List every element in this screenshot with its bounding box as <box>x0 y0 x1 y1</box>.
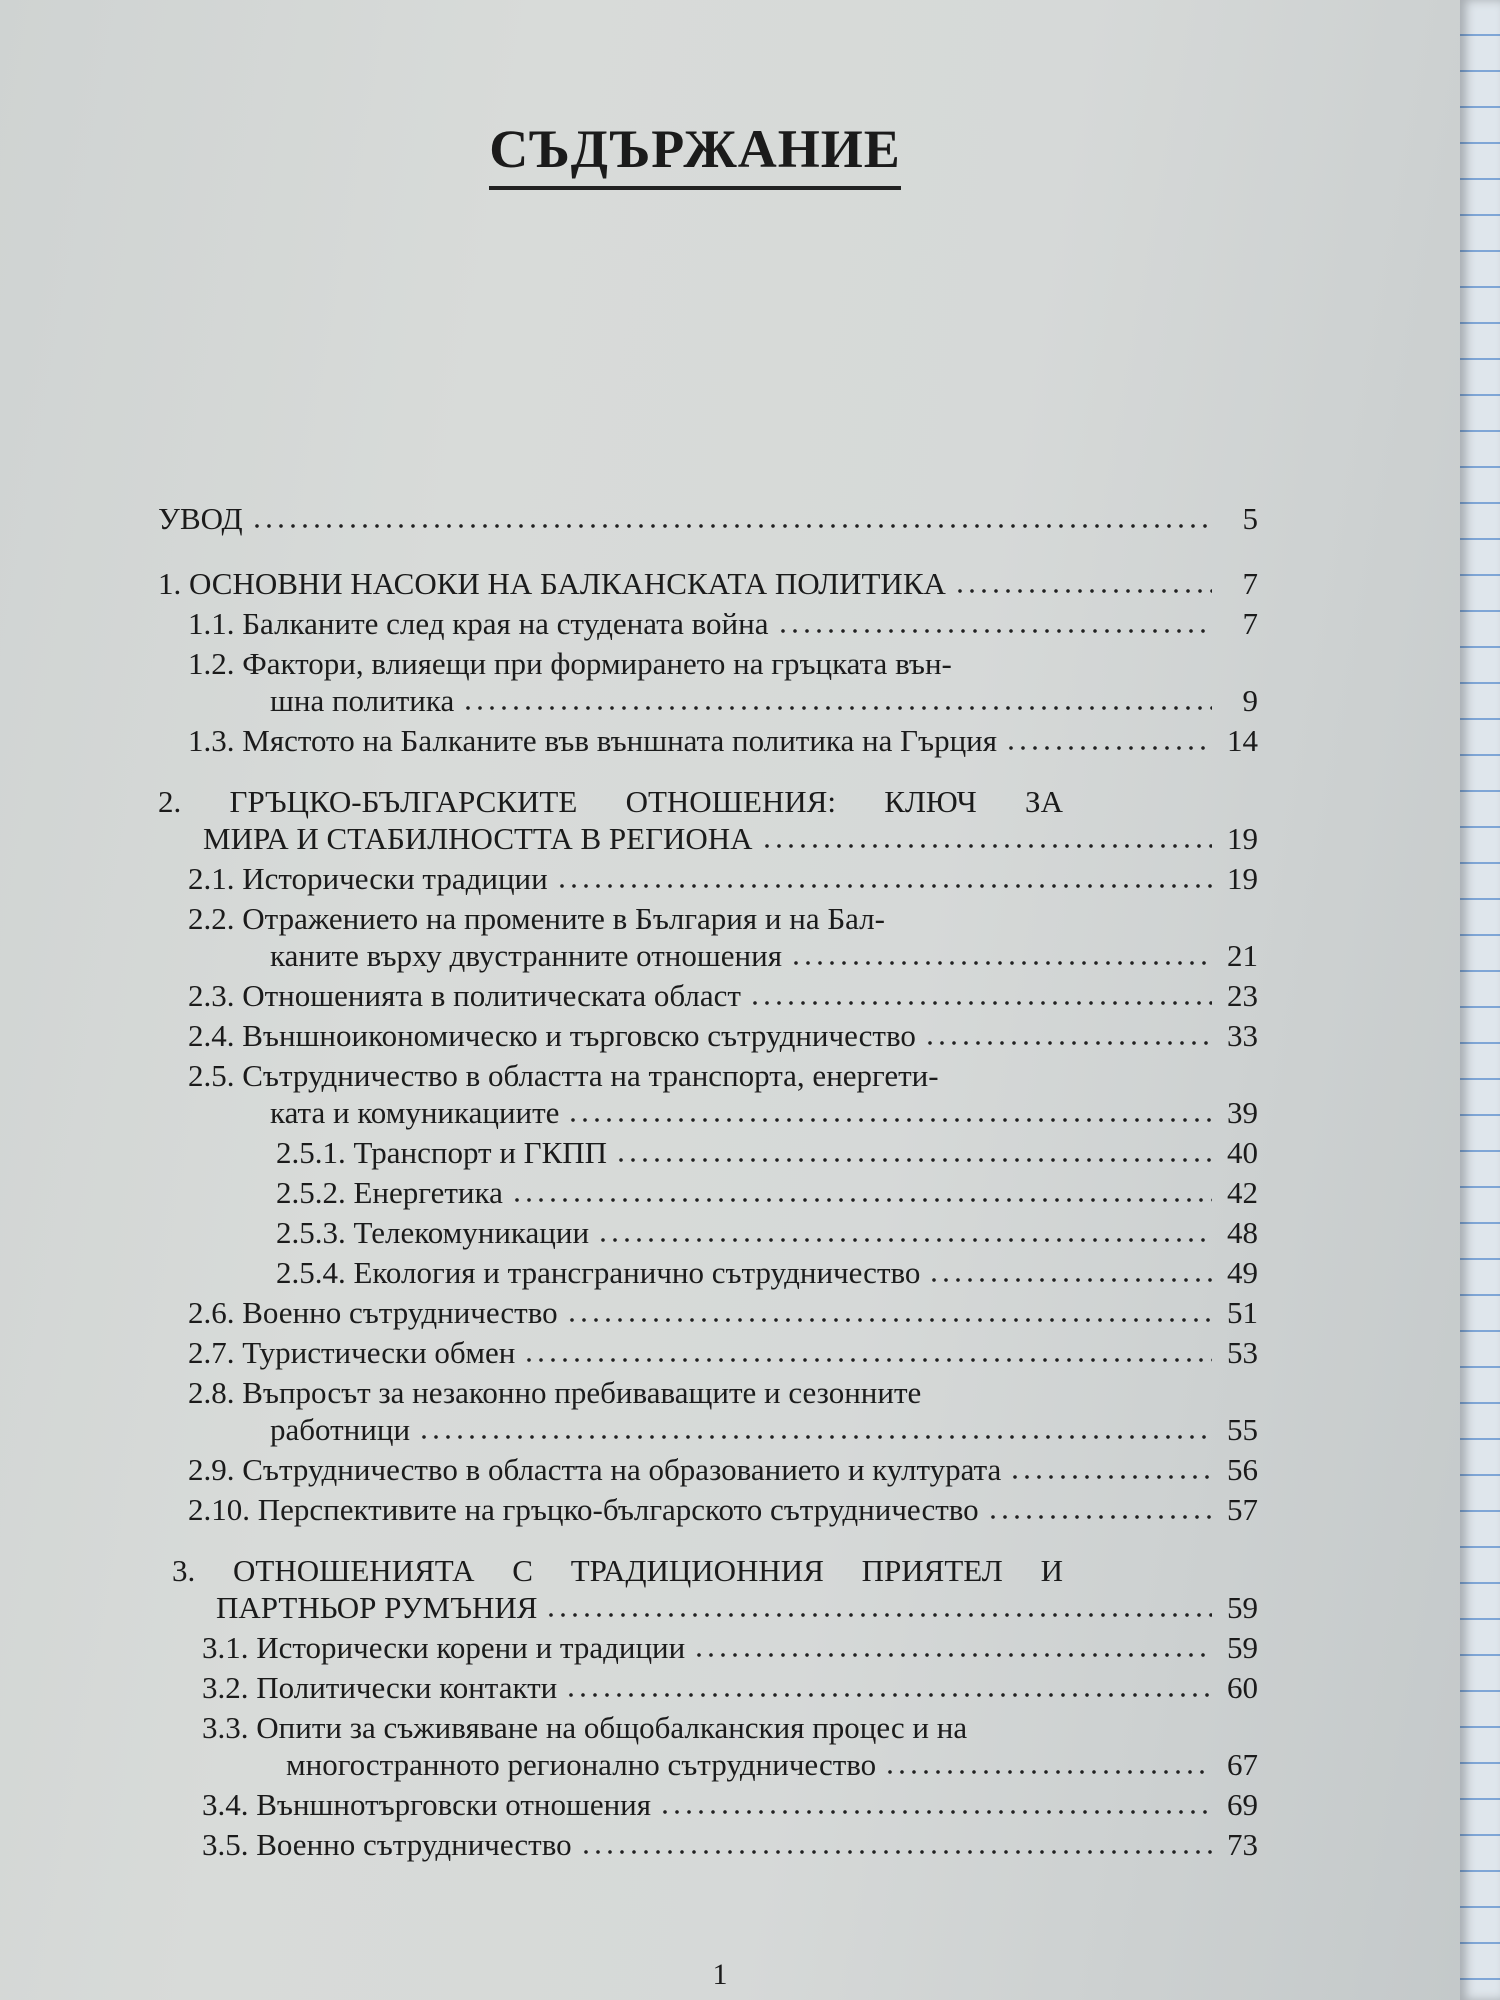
toc-entry-1-2[interactable]: шна политика 9 <box>270 683 1258 718</box>
toc-entry-2-9[interactable]: 2.9. Сътрудничество в областта на образованието и културата 56 <box>188 1452 1258 1487</box>
toc-entry-2-2-line1[interactable]: 2.2. Отражението на промените в България и на Бал- <box>188 901 885 936</box>
toc-entry-2-3[interactable]: 2.3. Отношенията в политическата област 23 <box>188 978 1258 1013</box>
toc-entry-2-5-2[interactable]: 2.5.2. Енергетика 42 <box>276 1175 1258 1210</box>
toc-entry-chapter-2-line1[interactable]: 2. ГРЪЦКО-БЪЛГАРСКИТЕ ОТНОШЕНИЯ: КЛЮЧ ЗА <box>158 784 1063 819</box>
toc-entry-2-7[interactable]: 2.7. Туристически обмен 53 <box>188 1335 1258 1370</box>
page-number: 1 <box>712 1958 728 1991</box>
toc-entry-2-5-1[interactable]: 2.5.1. Транспорт и ГКПП 40 <box>276 1135 1258 1170</box>
toc-entry-2-5-4[interactable]: 2.5.4. Екология и трансгранично сътрудничество 49 <box>276 1255 1258 1290</box>
toc-entry-3-2[interactable]: 3.2. Политически контакти 60 <box>202 1670 1258 1705</box>
toc-entry-3-5[interactable]: 3.5. Военно сътрудничество 73 <box>202 1827 1258 1862</box>
toc-entry-chapter-3[interactable]: ПАРТНЬОР РУМЪНИЯ 59 <box>216 1590 1258 1625</box>
toc-entry-1-3[interactable]: 1.3. Мястото на Балканите във външната политика на Гърция 14 <box>188 723 1258 758</box>
toc-entry-2-5[interactable]: ката и комуникациите 39 <box>270 1095 1258 1130</box>
toc-entry-chapter-1[interactable]: 1. ОСНОВНИ НАСОКИ НА БАЛКАНСКАТА ПОЛИТИКА 7 <box>158 566 1258 601</box>
toc-entry-2-2[interactable]: каните върху двустранните отношения 21 <box>270 938 1258 973</box>
toc-entry-1-2-line1[interactable]: 1.2. Фактори, влияещи при формирането на гръцката вън- <box>188 646 952 681</box>
toc-entry-2-4[interactable]: 2.4. Външноикономическо и търговско сътрудничество 33 <box>188 1018 1258 1053</box>
notebook-paper-edge <box>1460 0 1500 2000</box>
toc-entry-3-4[interactable]: 3.4. Външнотърговски отношения 69 <box>202 1787 1258 1822</box>
toc-entry-2-6[interactable]: 2.6. Военно сътрудничество 51 <box>188 1295 1258 1330</box>
toc-entry-3-1[interactable]: 3.1. Исторически корени и традиции 59 <box>202 1630 1258 1665</box>
page-title: СЪДЪРЖАНИЕ <box>0 118 1390 190</box>
toc-entry-2-1[interactable]: 2.1. Исторически традиции 19 <box>188 861 1258 896</box>
table-of-contents <box>158 500 1258 1863</box>
toc-entry-chapter-3-line1[interactable]: 3. ОТНОШЕНИЯТА С ТРАДИЦИОННИЯ ПРИЯТЕЛ И <box>172 1553 1063 1588</box>
toc-entry-2-8[interactable]: работници 55 <box>270 1412 1258 1447</box>
toc-entry-2-5-line1[interactable]: 2.5. Сътрудничество в областта на транспорта, енергети- <box>188 1058 939 1093</box>
toc-entry-1-1[interactable]: 1.1. Балканите след края на студената война 7 <box>188 606 1258 641</box>
toc-entry-intro[interactable]: УВОД 5 <box>158 501 1258 536</box>
toc-entry-2-5-3[interactable]: 2.5.3. Телекомуникации 48 <box>276 1215 1258 1250</box>
toc-entry-chapter-2[interactable]: МИРА И СТАБИЛНОСТТА В РЕГИОНА 19 <box>203 821 1258 856</box>
toc-entry-3-3[interactable]: многостранното регионално сътрудничество 67 <box>286 1747 1258 1782</box>
toc-entry-2-10[interactable]: 2.10. Перспективите на гръцко-българското сътрудничество 57 <box>188 1492 1258 1527</box>
toc-entry-3-3-line1[interactable]: 3.3. Опити за съживяване на общобалканския процес и на <box>202 1710 968 1745</box>
toc-entry-2-8-line1[interactable]: 2.8. Въпросът за незаконно пребиваващите и сезонните <box>188 1375 922 1410</box>
